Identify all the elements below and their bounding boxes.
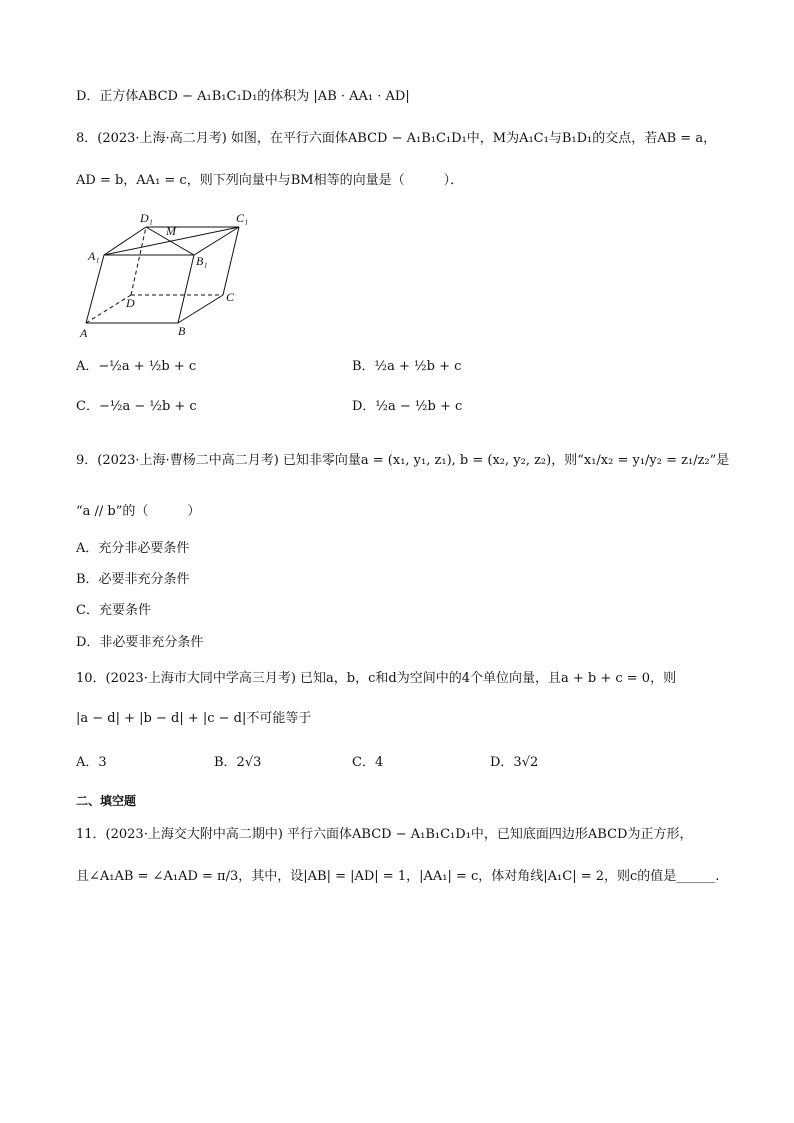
q9-option-d-text: D．非必要非充分条件 [76,635,204,650]
q10-stem-line1-text: 10．(2023·上海市大同中学高三月考) 已知a，b，c和d为空间中的4个单位向量，且a + b + c = 0，则 [76,671,677,686]
section-heading-fill-in [76,792,136,810]
q9-stem-line2 [76,503,200,521]
q9-option-a-text: A．充分非必要条件 [76,541,190,556]
q8-stem-line1-text: 8．(2023·上海·高二月考) 如图，在平行六面体ABCD − A₁B₁C₁D₁中，M为A₁C₁与B₁D₁的交点，若AB = a， [76,131,717,146]
q10-option-d[interactable] [490,754,538,772]
label-B: B [178,324,186,338]
q8-option-a-text: A．−½a + ½b + c [76,359,197,374]
q10-option-b[interactable] [214,754,261,772]
q10-option-a[interactable] [76,754,107,772]
q8-option-d[interactable] [352,398,462,416]
q9-option-b-text: B．必要非充分条件 [76,572,190,587]
q10-stem-line2-text: |a − d| + |b − d| + |c − d|不可能等于 [76,711,312,726]
q10-option-b-text: B．2√3 [214,755,262,770]
q9-stem-line1-text: 9．(2023·上海·曹杨二中高二月考) 已知非零向量a = (x₁, y₁, z₁), b = (x₂, y₂, z₂)，则“x₁/x₂ = y₁/y₂ = z₁/z₂”是 [76,453,730,468]
label-A: A [80,326,88,340]
edge-DD1 [131,227,146,295]
q8-option-d-text: D．½a − ½b + c [352,399,463,414]
q10-stem-line2 [76,710,311,728]
q9-option-c-text: C．充要条件 [76,603,151,618]
q8-parallelepiped-figure [76,205,266,345]
label-D1: D₁ [140,211,153,225]
q10-option-c[interactable] [352,754,383,772]
q11-stem-line2-text: 且∠A₁AB = ∠A₁AD = π/3，其中，设|AB| = |AD| = 1，|AA₁| = c，体对角线|A₁C| = 2，则c的值是______. [76,869,720,884]
q10-option-a-text: A．3 [76,755,107,770]
edge-BC [178,295,223,323]
q9-option-c[interactable] [76,602,151,620]
q10-stem-line1 [76,670,676,688]
section-heading-text: 二、填空题 [76,794,137,808]
q8-option-c-text: C．−½a − ½b + c [76,399,197,414]
q11-stem-line1 [76,826,692,844]
label-C1: C₁ [236,211,249,225]
q11-stem-line2 [76,868,719,886]
label-A1: A₁ [88,249,100,263]
q9-option-b[interactable] [76,571,190,589]
q9-stem-line2-text: “a // b”的（ ） [76,504,201,519]
label-M: M [166,224,176,238]
q7-option-d [76,88,410,106]
q8-option-a[interactable] [76,358,196,376]
q9-option-a[interactable] [76,540,189,558]
q9-option-d[interactable] [76,634,203,652]
q8-option-c[interactable] [76,398,197,416]
q8-option-b-text: B．½a + ½b + c [352,359,462,374]
label-D: D [126,296,135,310]
edge-AA1 [86,255,104,323]
q10-option-c-text: C．4 [352,755,384,770]
q8-stem-line2 [76,172,463,190]
label-C: C [226,290,235,304]
label-B1: B₁ [196,254,208,268]
q11-stem-line1-text: 11．(2023·上海交大附中高二期中) 平行六面体ABCD − A₁B₁C₁D₁中，已知底面四边形ABCD为正方形， [76,827,693,842]
q8-stem-line1 [76,130,716,148]
q10-option-d-text: D．3√2 [490,755,539,770]
q7-option-d-text: D．正方体ABCD − A₁B₁C₁D₁的体积为 |AB · AA₁ · AD| [76,89,410,104]
q9-stem-line1 [76,452,729,470]
q8-option-b[interactable] [352,358,461,376]
q8-stem-line2-text: AD = b，AA₁ = c，则下列向量中与BM相等的向量是（ ）． [76,173,464,188]
edge-CC1 [223,227,239,295]
edge-BB1 [178,255,194,323]
